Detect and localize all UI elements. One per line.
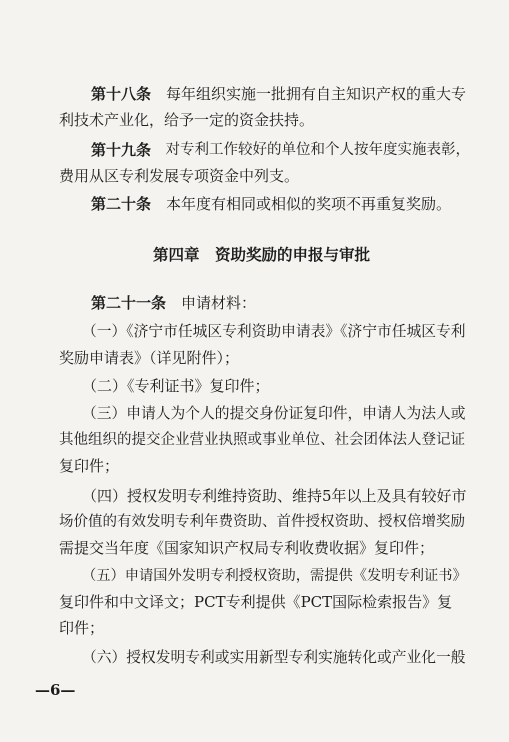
article-20-line-1	[0, 192, 509, 216]
item-3-line-3	[0, 454, 509, 478]
chapter-heading: 第四章 资助奖励的申报与审批	[153, 245, 371, 264]
paragraph-text: （六）授权发明专利或实用新型专利实施转化或产业化一般	[82, 649, 466, 666]
article-19-title: 第十九条	[91, 141, 152, 159]
paragraph-text: （一）《济宁市任城区专利资助申请表》《济宁市任城区专利	[82, 323, 466, 340]
page-number: —6—	[35, 681, 76, 699]
item-4-line-1	[0, 484, 509, 508]
chapter-heading-line	[0, 243, 509, 267]
paragraph-text: 利技术产业化，给予一定的资金扶持。	[59, 111, 315, 129]
article-19-line-2	[0, 164, 509, 188]
article-20-title: 第二十条	[91, 195, 152, 213]
paragraph-text: 复印件；	[59, 457, 120, 475]
item-2-line-1	[0, 374, 509, 398]
paragraph-text: 奖励申请表》（详见附件）；	[59, 349, 240, 367]
item-3-line-2	[0, 428, 509, 452]
article-21-title: 第二十一条	[91, 294, 167, 312]
item-4-line-2	[0, 510, 509, 534]
item-5-line-2	[0, 590, 509, 614]
item-4-line-3	[0, 536, 509, 560]
paragraph-text: 费用从区专利发展专项资金中列支。	[59, 167, 300, 185]
paragraph-text: （四）授权发明专利维持资助、维持5年以上及具有较好市	[82, 487, 467, 505]
paragraph-text: 印件；	[59, 619, 105, 637]
paragraph-text: （二）《专利证书》复印件；	[82, 377, 270, 395]
paragraph-text: （三）申请人为个人的提交身份证复印件，申请人为法人或	[82, 405, 466, 422]
paragraph-text: （五）申请国外发明专利授权资助，需提供《发明专利证书》	[82, 568, 467, 584]
article-18-line-2	[0, 108, 509, 132]
article-19-text: 对专利工作较好的单位和个人按年度实施表彰，	[151, 142, 470, 158]
paragraph-text: 复印件和中文译文；PCT专利提供《PCT国际检索报告》复	[59, 593, 453, 611]
item-1-line-2	[0, 346, 509, 370]
article-18-title: 第十八条	[91, 85, 152, 103]
article-21-text: 申请材料：	[166, 294, 257, 312]
item-6-line-1	[0, 646, 509, 670]
item-3-line-1	[0, 402, 509, 426]
item-1-line-1	[0, 320, 509, 344]
article-19-line-1	[0, 138, 509, 162]
item-5-line-3	[0, 616, 509, 640]
article-18-text: 每年组织实施一批拥有自主知识产权的重大专	[151, 85, 467, 103]
article-21-line-1	[0, 291, 509, 315]
paragraph-text: 场价值的有效发明专利年费资助、首件授权资助、授权倍增奖励	[59, 514, 465, 530]
item-5-line-1	[0, 564, 509, 588]
article-18-line-1	[0, 82, 509, 106]
article-20-text: 本年度有相同或相似的奖项不再重复奖励。	[151, 195, 452, 213]
paragraph-text: 其他组织的提交企业营业执照或事业单位、社会团体法人登记证	[59, 432, 465, 448]
paragraph-text: 需提交当年度《国家知识产权局专利收费收据》复印件；	[59, 539, 435, 557]
